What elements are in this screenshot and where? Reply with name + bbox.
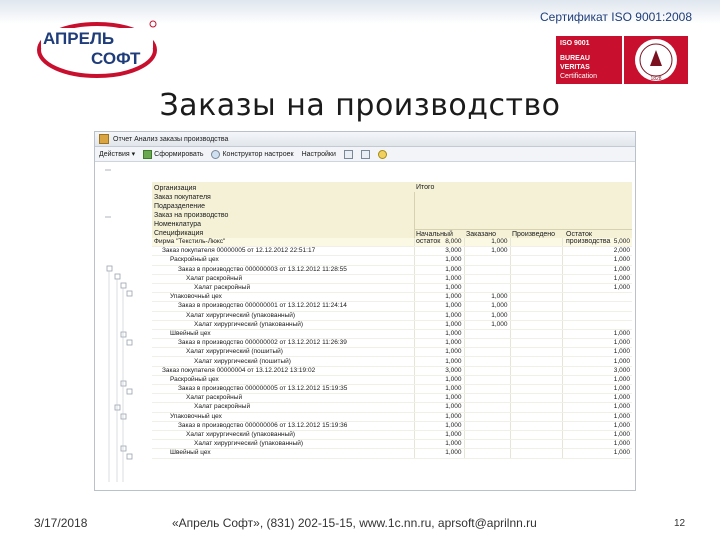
row-value: [510, 385, 562, 394]
row-value: 1,000: [464, 238, 510, 247]
table-row[interactable]: [152, 348, 632, 357]
col-header-ordered: Заказано: [466, 231, 497, 238]
row-value: [464, 440, 510, 449]
table-row[interactable]: [152, 394, 632, 403]
table-row[interactable]: [152, 293, 632, 302]
row-value: 1,000: [562, 403, 632, 412]
row-label: Фирма "Текстиль-Люкс": [152, 238, 414, 247]
row-value: [510, 430, 562, 439]
seal-year: 1828: [650, 76, 662, 82]
row-value: 1,000: [414, 348, 464, 357]
constructor-label: Конструктор настроек: [222, 150, 294, 158]
row-value: 3,000: [414, 366, 464, 375]
row-value: [562, 302, 632, 311]
row-value: 1,000: [414, 449, 464, 458]
row-value: 1,000: [562, 430, 632, 439]
row-value: [510, 357, 562, 366]
table-row[interactable]: [152, 274, 632, 283]
group-field: Заказ на производство: [154, 212, 229, 219]
col-header-remaining: Остаток производства: [566, 231, 611, 245]
actions-menu[interactable]: [99, 150, 135, 158]
row-value: [510, 440, 562, 449]
row-value: [464, 274, 510, 283]
row-value: 1,000: [414, 375, 464, 384]
print-icon: [361, 150, 370, 159]
row-value: 3,000: [414, 247, 464, 256]
save-icon: [344, 150, 353, 159]
col-header-opening: Начальный остаток: [416, 231, 453, 245]
row-value: [510, 293, 562, 302]
row-label: Халат хирургический (упакованный): [152, 430, 414, 439]
row-label: Халат хирургический (упакованный): [152, 311, 414, 320]
row-value: [510, 265, 562, 274]
row-value: [510, 394, 562, 403]
row-value: [510, 412, 562, 421]
report-window: [94, 131, 636, 491]
settings-label: Настройки: [301, 150, 336, 158]
row-label: Раскройный цех: [152, 256, 414, 265]
row-value: 1,000: [414, 403, 464, 412]
slide-title: Заказы на производство: [159, 88, 561, 123]
row-value: 1,000: [562, 440, 632, 449]
report-grid: [152, 238, 632, 459]
table-row[interactable]: [152, 329, 632, 338]
row-value: 5,000: [562, 238, 632, 247]
generate-button[interactable]: [143, 150, 203, 159]
row-value: 1,000: [414, 265, 464, 274]
row-value: 1,000: [464, 247, 510, 256]
row-label: Заказ в производство 000000006 от 13.12.2012 15:19:36: [152, 421, 414, 430]
row-value: [464, 375, 510, 384]
row-value: 1,000: [414, 302, 464, 311]
row-label: Швейный цех: [152, 329, 414, 338]
group-field: Номенклатура: [154, 221, 201, 228]
row-value: 1,000: [562, 265, 632, 274]
grouping-gutter: [95, 162, 151, 490]
group-fields: [154, 184, 228, 238]
certificate-label: Сертификат ISO 9001:2008: [539, 10, 692, 24]
table-row[interactable]: [152, 256, 632, 265]
row-value: [464, 256, 510, 265]
table-row[interactable]: [152, 430, 632, 439]
table-row[interactable]: [152, 238, 632, 247]
table-row[interactable]: [152, 283, 632, 292]
row-label: Халат хирургический (пошитый): [152, 357, 414, 366]
group-field: Организация: [154, 185, 197, 192]
row-value: 3,000: [562, 366, 632, 375]
row-value: [510, 238, 562, 247]
table-row[interactable]: [152, 302, 632, 311]
row-value: [510, 311, 562, 320]
iso-certification-badge: [556, 36, 688, 84]
footer-date: 3/17/2018: [34, 516, 88, 530]
report-content: [95, 162, 635, 490]
row-value: 1,000: [562, 329, 632, 338]
row-label: Халат хирургический (упакованный): [152, 440, 414, 449]
row-value: [464, 412, 510, 421]
row-label: Халат хирургический (упакованный): [152, 320, 414, 329]
table-row[interactable]: [152, 320, 632, 329]
row-value: [464, 329, 510, 338]
row-value: 1,000: [464, 320, 510, 329]
row-value: 1,000: [414, 320, 464, 329]
group-field: Спецификация: [154, 230, 204, 237]
row-value: 1,000: [414, 293, 464, 302]
table-row[interactable]: [152, 375, 632, 384]
help-icon: [378, 150, 387, 159]
row-value: [464, 366, 510, 375]
row-label: Раскройный цех: [152, 375, 414, 384]
row-value: 1,000: [562, 449, 632, 458]
row-value: [464, 421, 510, 430]
page-number: 12: [674, 518, 686, 529]
report-icon: [99, 134, 109, 144]
footer-contacts: «Апрель Софт», (831) 202-15-15, www.1c.nn.ru, aprsoft@aprilnn.ru: [172, 516, 537, 530]
row-value: [510, 302, 562, 311]
table-row[interactable]: [152, 339, 632, 348]
row-value: [562, 293, 632, 302]
row-value: 1,000: [562, 385, 632, 394]
row-label: Заказ в производство 000000001 от 13.12.2012 11:24:14: [152, 302, 414, 311]
row-value: [510, 366, 562, 375]
row-value: [464, 449, 510, 458]
row-value: 1,000: [414, 357, 464, 366]
table-row[interactable]: [152, 357, 632, 366]
row-label: Халат раскройный: [152, 394, 414, 403]
row-value: [510, 274, 562, 283]
row-value: [510, 339, 562, 348]
row-value: [510, 256, 562, 265]
print-button[interactable]: [361, 150, 370, 159]
row-value: 1,000: [562, 394, 632, 403]
table-row[interactable]: [152, 440, 632, 449]
row-value: 1,000: [414, 339, 464, 348]
row-label: Халат раскройный: [152, 283, 414, 292]
row-value: 1,000: [562, 339, 632, 348]
total-label: Итого: [416, 184, 435, 191]
toolbar: [95, 147, 635, 162]
logo-line1: АПРЕЛЬ: [43, 29, 115, 48]
group-field: Заказ покупателя: [154, 194, 211, 201]
row-value: 1,000: [562, 412, 632, 421]
row-value: [464, 394, 510, 403]
row-value: [510, 320, 562, 329]
settings-constructor-button[interactable]: [211, 150, 293, 159]
table-row[interactable]: [152, 421, 632, 430]
row-value: [510, 403, 562, 412]
iso-label: ISO 9001: [560, 40, 590, 47]
table-row[interactable]: [152, 247, 632, 256]
table-row[interactable]: [152, 385, 632, 394]
row-value: 1,000: [414, 311, 464, 320]
row-value: 1,000: [414, 430, 464, 439]
row-value: 1,000: [562, 348, 632, 357]
table-row[interactable]: [152, 449, 632, 458]
row-value: [562, 320, 632, 329]
row-value: [464, 339, 510, 348]
row-label: Заказ покупателя 00000004 от 13.12.2012 13:19:02: [152, 366, 414, 375]
table-row[interactable]: [152, 412, 632, 421]
row-value: [510, 283, 562, 292]
row-label: Швейный цех: [152, 449, 414, 458]
help-button[interactable]: [378, 150, 387, 159]
table-row[interactable]: [152, 311, 632, 320]
report-table: [152, 182, 632, 459]
iso-sub: Certification: [560, 73, 597, 80]
row-label: Халат раскройный: [152, 274, 414, 283]
row-value: 1,000: [414, 421, 464, 430]
row-label: Упаковочный цех: [152, 293, 414, 302]
row-label: Заказ в производство 000000003 от 13.12.2012 11:28:55: [152, 265, 414, 274]
row-value: 1,000: [414, 283, 464, 292]
row-value: 1,000: [414, 329, 464, 338]
row-value: 1,000: [414, 256, 464, 265]
row-value: 1,000: [464, 302, 510, 311]
row-value: 1,000: [414, 394, 464, 403]
row-value: [510, 247, 562, 256]
table-row[interactable]: [152, 403, 632, 412]
row-value: [464, 403, 510, 412]
bureau-veritas-seal-icon: [624, 36, 688, 84]
row-value: [464, 385, 510, 394]
actions-label: Действия ▾: [99, 151, 136, 158]
row-value: 1,000: [562, 274, 632, 283]
logo-line2: СОФТ: [91, 49, 141, 68]
row-value: [510, 329, 562, 338]
save-button[interactable]: [344, 150, 353, 159]
april-soft-logo: [35, 20, 163, 80]
magnifier-icon: [211, 150, 220, 159]
row-value: [562, 311, 632, 320]
window-titlebar: [95, 132, 635, 147]
row-value: 1,000: [562, 357, 632, 366]
row-value: 1,000: [464, 293, 510, 302]
generate-label: Сформировать: [154, 150, 204, 158]
row-label: Халат раскройный: [152, 403, 414, 412]
row-label: Заказ в производство 000000005 от 13.12.2012 15:19:35: [152, 385, 414, 394]
row-value: [464, 348, 510, 357]
row-value: 1,000: [562, 375, 632, 384]
row-value: [510, 348, 562, 357]
table-row[interactable]: [152, 265, 632, 274]
row-value: 1,000: [562, 421, 632, 430]
row-label: Заказ покупателя 00000005 от 12.12.2012 22:51:17: [152, 247, 414, 256]
row-value: [510, 421, 562, 430]
row-label: Упаковочный цех: [152, 412, 414, 421]
row-value: [510, 449, 562, 458]
window-title: Отчет Анализ заказы производства: [113, 135, 229, 143]
row-value: 1,000: [414, 274, 464, 283]
row-value: 1,000: [562, 256, 632, 265]
iso-red-panel: [556, 36, 622, 84]
row-label: Халат хирургический (пошитый): [152, 348, 414, 357]
row-value: [510, 375, 562, 384]
row-value: [464, 430, 510, 439]
group-field: Подразделение: [154, 203, 206, 210]
col-header-produced: Произведено: [512, 231, 556, 238]
table-row[interactable]: [152, 366, 632, 375]
row-value: 1,000: [464, 311, 510, 320]
row-value: 1,000: [414, 412, 464, 421]
iso-org: BUREAU VERITAS: [560, 55, 590, 71]
row-value: 2,000: [562, 247, 632, 256]
row-value: 1,000: [562, 283, 632, 292]
row-value: [464, 283, 510, 292]
row-value: [464, 357, 510, 366]
row-value: 1,000: [414, 440, 464, 449]
row-value: [464, 265, 510, 274]
settings-button[interactable]: [302, 151, 336, 158]
row-label: Заказ в производство 000000002 от 13.12.2012 11:26:39: [152, 339, 414, 348]
play-icon: [143, 150, 152, 159]
row-value: 1,000: [414, 385, 464, 394]
row-value: 8,000: [414, 238, 464, 247]
